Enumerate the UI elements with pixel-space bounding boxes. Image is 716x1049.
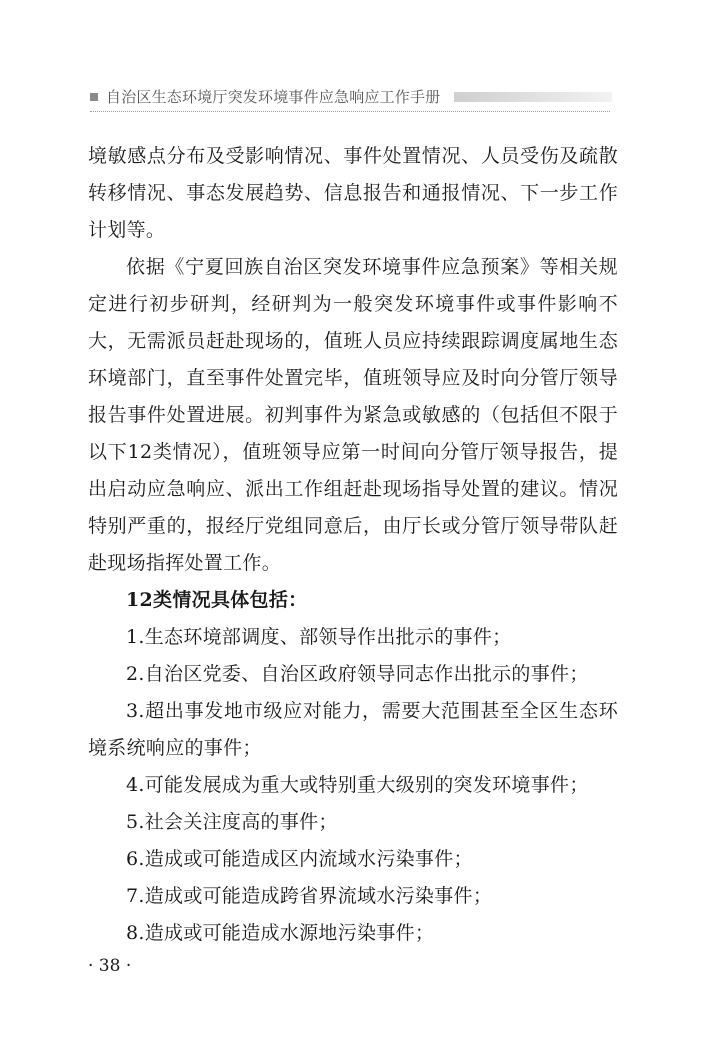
- list-item: 8.造成或可能造成水源地污染事件；: [126, 922, 435, 944]
- page-body: [88, 138, 618, 952]
- list-item: 5.社会关注度高的事件；: [126, 811, 338, 833]
- list-item: 3.超出事发地市级应对能力，需要大范围甚至全区生态环境系统响应的事件；: [88, 700, 618, 759]
- list-item: 4.可能发展成为重大或特别重大级别的突发环境事件；: [126, 774, 589, 796]
- running-header: [90, 86, 610, 116]
- list-heading: 12类情况具体包括：: [126, 589, 308, 611]
- list-item: 6.造成或可能造成区内流域水污染事件；: [126, 848, 473, 870]
- header-square-marker: [90, 93, 98, 101]
- list-item: 2.自治区党委、自治区政府领导同志作出批示的事件；: [126, 663, 589, 685]
- header-title: 自治区生态环境厅突发环境事件应急响应工作手册: [106, 88, 441, 106]
- paragraph-assessment: 依据《宁夏回族自治区突发环境事件应急预案》等相关规定进行初步研判，经研判为一般突发环境事件或事件影响不大，无需派员赶赴现场的，值班人员应持续跟踪调度属地生态环境部门，直至事件处置完毕，值班领导应及时向分管厅领导报告事件处置进展。初判事件为紧急或敏感的（包括但不限于以下12类情况），值班领导应第一时间向分管厅领导报告，提出启动应急响应、派出工作组赶赴现场指导处置的建议。情况特别严重的，报经厅党组同意后，由厅长或分管厅领导带队赶赴现场指挥处置工作。: [88, 256, 618, 574]
- paragraph-continued: 境敏感点分布及受影响情况、事件处置情况、人员受伤及疏散转移情况、事态发展趋势、信息报告和通报情况、下一步工作计划等。: [88, 145, 618, 241]
- list-item: 7.造成或可能造成跨省界流域水污染事件；: [126, 885, 493, 907]
- page-number: · 38 ·: [88, 956, 132, 976]
- list-item: 1.生态环境部调度、部领导作出批示的事件；: [126, 626, 512, 648]
- header-gradient-bar: [454, 92, 612, 102]
- header-dotted-rule: [90, 111, 610, 112]
